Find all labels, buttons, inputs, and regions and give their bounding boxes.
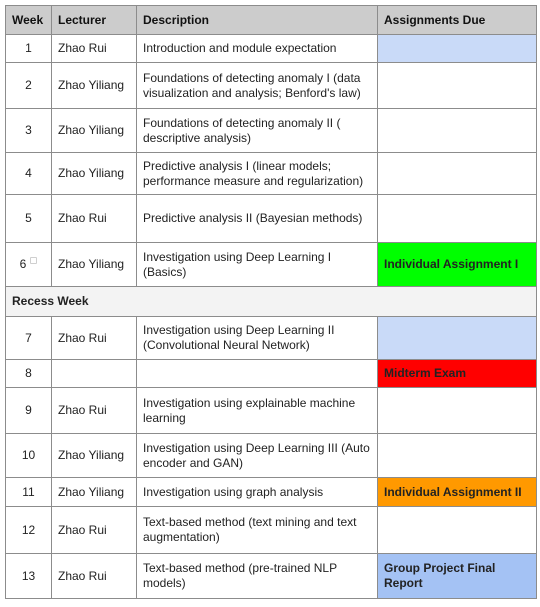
assignment-due-cell [378,195,537,243]
description-cell: Investigation using graph analysis [137,478,378,507]
week-cell: 8 [6,360,52,388]
table-row [6,388,537,434]
week-cell: 2 [6,63,52,109]
header-lecturer: Lecturer [52,6,137,35]
week-cell: 12 [6,507,52,554]
week-cell [6,243,52,287]
header-week: Week [6,6,52,35]
description-cell: Investigation using explainable machine learning [137,388,378,434]
description-cell: Investigation using Deep Learning III (Auto encoder and GAN) [137,434,378,478]
table-row [6,478,537,507]
recess-label: Recess Week [6,287,537,317]
recess-row [6,287,537,317]
table-row [6,195,537,243]
week-number: 6 [19,257,27,271]
assignment-due-cell [378,63,537,109]
description-cell: Predictive analysis I (linear models; performance measure and regularization) [137,153,378,195]
assignment-due-cell [378,35,537,63]
week-cell: 9 [6,388,52,434]
table-row [6,360,537,388]
description-cell: Text-based method (pre-trained NLP models) [137,554,378,599]
description-cell: Predictive analysis II (Bayesian methods) [137,195,378,243]
assignment-due-cell [378,109,537,153]
description-cell: Foundations of detecting anomaly II ( descriptive analysis) [137,109,378,153]
lecturer-cell [52,360,137,388]
assignment-due-cell [378,434,537,478]
description-cell: Investigation using Deep Learning II (Convolutional Neural Network) [137,317,378,360]
table-row [6,35,537,63]
lecturer-cell: Zhao Rui [52,507,137,554]
assignment-due-cell: Group Project Final Report [378,554,537,599]
week-cell: 13 [6,554,52,599]
header-row [6,6,537,35]
week-cell: 10 [6,434,52,478]
lecturer-cell: Zhao Yiliang [52,63,137,109]
lecturer-cell: Zhao Yiliang [52,109,137,153]
assignment-due-cell [378,317,537,360]
description-cell [137,360,378,388]
comment-marker-icon [30,257,37,264]
lecturer-cell: Zhao Yiliang [52,243,137,287]
table-row [6,434,537,478]
assignment-due-cell: Individual Assignment II [378,478,537,507]
week-cell: 4 [6,153,52,195]
assignment-due-cell [378,507,537,554]
lecturer-cell: Zhao Yiliang [52,478,137,507]
lecturer-cell: Zhao Rui [52,317,137,360]
week-cell: 3 [6,109,52,153]
lecturer-cell: Zhao Yiliang [52,434,137,478]
table-row [6,63,537,109]
table-row [6,153,537,195]
table-row [6,109,537,153]
table-row [6,243,537,287]
schedule-table [5,5,537,599]
lecturer-cell: Zhao Rui [52,195,137,243]
week-cell: 1 [6,35,52,63]
assignment-due-cell: Individual Assignment I [378,243,537,287]
table-row [6,507,537,554]
description-cell: Investigation using Deep Learning I (Basics) [137,243,378,287]
description-cell: Text-based method (text mining and text augmentation) [137,507,378,554]
week-cell: 7 [6,317,52,360]
table-row [6,554,537,599]
lecturer-cell: Zhao Yiliang [52,153,137,195]
description-cell: Introduction and module expectation [137,35,378,63]
header-description: Description [137,6,378,35]
lecturer-cell: Zhao Rui [52,388,137,434]
lecturer-cell: Zhao Rui [52,554,137,599]
assignment-due-cell [378,153,537,195]
lecturer-cell: Zhao Rui [52,35,137,63]
assignment-due-cell [378,388,537,434]
table-row [6,317,537,360]
week-cell: 5 [6,195,52,243]
description-cell: Foundations of detecting anomaly I (data visualization and analysis; Benford's law) [137,63,378,109]
assignment-due-cell: Midterm Exam [378,360,537,388]
header-assignments-due: Assignments Due [378,6,537,35]
week-cell: 11 [6,478,52,507]
